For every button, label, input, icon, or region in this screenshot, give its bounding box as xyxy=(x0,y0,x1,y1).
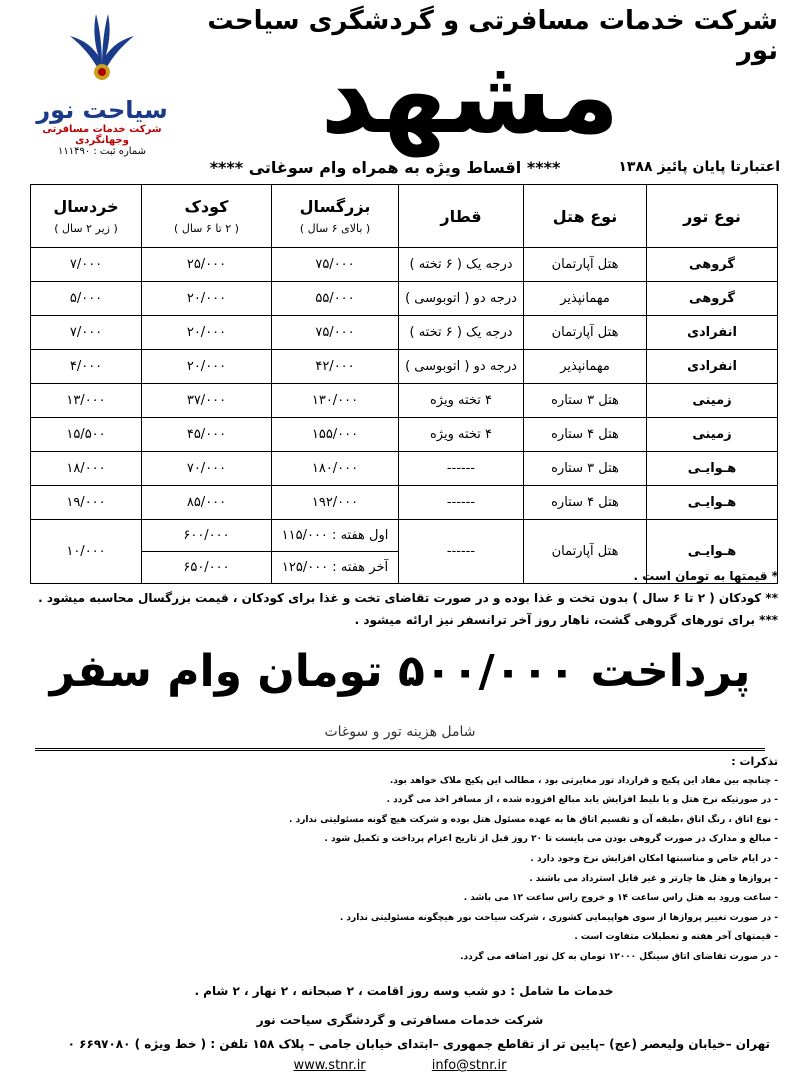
note-line: *** برای تورهای گروهی گشت، ناهار روز آخر ترانسفر نیز ارائه میشود . xyxy=(354,613,778,627)
cell-hotel: هتل آپارتمان xyxy=(524,316,647,350)
cell-child: ۷۰/۰۰۰ xyxy=(142,452,272,486)
cell-child-weekend: ۶۵۰/۰۰۰ xyxy=(183,560,230,575)
note-line: ** کودکان ( ۲ تا ۶ سال ) بدون تخت و غذا بوده و در صورت تقاضای تخت و غذا برای کودکان ، قیمت بزرگسال محاسبه میشود . xyxy=(38,591,778,605)
services-included: خدمات ما شامل : دو شب وسه روز اقامت ، ۲ صبحانه ، ۲ نهار ، ۲ شام . xyxy=(194,984,614,998)
loan-subtitle: شامل هزینه تور و سوغات xyxy=(324,724,476,740)
cell-child: ۲۵/۰۰۰ xyxy=(142,248,272,282)
cell-child: ۳۷/۰۰۰ xyxy=(142,384,272,418)
cell-hotel: هتل ۴ ستاره xyxy=(524,418,647,452)
cell-tour: هـوایـی xyxy=(647,520,778,584)
loan-headline: پرداخت ۵۰۰/۰۰۰ تومان وام سفر xyxy=(49,646,751,697)
cell-adult: ۴۲/۰۰۰ xyxy=(272,350,399,384)
remarks-list xyxy=(30,752,778,968)
company-logo xyxy=(22,6,182,166)
cell-train: درجه دو ( اتوبوسی ) xyxy=(399,282,524,316)
cell-train: ------ xyxy=(399,520,524,584)
cell-infant: ۵/۰۰۰ xyxy=(31,282,142,316)
cell-child: ۲۰/۰۰۰ xyxy=(142,282,272,316)
table-row xyxy=(31,350,778,384)
cell-infant: ۱۰/۰۰۰ xyxy=(31,520,142,584)
cell-infant: ۱۸/۰۰۰ xyxy=(31,452,142,486)
cell-child: ۲۰/۰۰۰ xyxy=(142,350,272,384)
logo-title: سیاحت نور xyxy=(36,96,168,124)
cell-tour: هـوایـی xyxy=(647,452,778,486)
installments-banner: **** اقساط ویژه به همراه وام سوغاتی **** xyxy=(209,158,561,177)
remark-item: - ساعت ورود به هتل راس ساعت ۱۴ و خروج راس ساعت ۱۲ می باشد . xyxy=(463,893,778,904)
table-row xyxy=(31,486,778,520)
remark-item: - مبالغ و مدارک در صورت گروهی بودن می بایست تا ۲۰ روز قبل از تاریخ اعزام پرداخت و تکمیل شود . xyxy=(324,834,778,845)
cell-infant: ۴/۰۰۰ xyxy=(31,350,142,384)
wings-emblem-icon xyxy=(62,6,142,86)
cell-train: ------ xyxy=(399,486,524,520)
cell-tour: گروهی xyxy=(647,248,778,282)
cell-adult: ۷۵/۰۰۰ xyxy=(272,316,399,350)
validity-note: اعتبارتا پایان پائیز ۱۳۸۸ xyxy=(618,159,780,175)
price-table xyxy=(30,184,778,584)
cell-train: درجه یک ( ۶ تخته ) xyxy=(399,248,524,282)
table-row xyxy=(31,452,778,486)
table-row xyxy=(31,384,778,418)
cell-hotel: هتل ۳ ستاره xyxy=(524,452,647,486)
cell-hotel: مهمانپذیر xyxy=(524,282,647,316)
remark-item: - چنانچه بین مفاد این پکیج و قرارداد تور مغایرتی بود ، مطالب این پکیج ملاک خواهد بود. xyxy=(389,775,778,786)
cell-adult-weekend: آخر هفته : ۱۲۵/۰۰۰ xyxy=(281,560,389,575)
cell-train: ۴ تخته ویژه xyxy=(399,384,524,418)
cell-child: ۲۰/۰۰۰ xyxy=(142,316,272,350)
table-header-row xyxy=(31,185,778,248)
cell-adult: ۱۹۲/۰۰۰ xyxy=(272,486,399,520)
cell-hotel: هتل آپارتمان xyxy=(524,248,647,282)
header-child: کودک ( ۲ تا ۶ سال ) xyxy=(142,185,272,248)
cell-train: ------ xyxy=(399,452,524,486)
remark-item: - در ایام خاص و مناسبتها امکان افزایش نرخ وجود دارد . xyxy=(530,853,778,864)
cell-adult: ۵۵/۰۰۰ xyxy=(272,282,399,316)
email-link[interactable]: info@stnr.ir xyxy=(431,1058,507,1073)
remark-item: - قیمتهای آخر هفته و تعطیلات متفاوت است . xyxy=(574,932,778,943)
cell-train: ۴ تخته ویژه xyxy=(399,418,524,452)
header-train: قطار xyxy=(399,185,524,248)
footer-address: تهران –خیابان ولیعصر (عج) –پایین تر از تقاطع جمهوری –ابتدای خیابان جامی – پلاک ۱۵۸ تلفن : ( خط ویژه ) ۶۶۹۷۰۸۰ ۰ xyxy=(67,1037,770,1051)
cell-infant: ۱۵/۵۰۰ xyxy=(31,418,142,452)
cell-tour: زمینی xyxy=(647,418,778,452)
cell-tour: زمینی xyxy=(647,384,778,418)
cell-tour: گروهی xyxy=(647,282,778,316)
remark-item: - نوع اتاق ، رنگ اتاق ،طبقه آن و تقسیم اتاق ها به عهده مسئول هتل بوده و شرکت هیچ گونه مسئولیتی ندارد . xyxy=(289,814,778,825)
website-link[interactable]: www.stnr.ir xyxy=(293,1058,366,1073)
header-hotel-type: نوع هتل xyxy=(524,185,647,248)
remarks-title: تذکرات : xyxy=(731,755,778,768)
header-tour-type: نوع تور xyxy=(647,185,778,248)
cell-child-weekday: ۶۰۰/۰۰۰ xyxy=(142,520,271,552)
table-row xyxy=(31,282,778,316)
destination-title: مشهد xyxy=(320,35,620,157)
cell-hotel: هتل ۴ ستاره xyxy=(524,486,647,520)
cell-infant: ۱۳/۰۰۰ xyxy=(31,384,142,418)
cell-adult: ۱۸۰/۰۰۰ xyxy=(272,452,399,486)
cell-adult: ۷۵/۰۰۰ xyxy=(272,248,399,282)
price-notes xyxy=(30,565,778,631)
table-row xyxy=(31,418,778,452)
note-line: * قیمتها به تومان است . xyxy=(633,569,778,583)
cell-tour: هـوایـی xyxy=(647,486,778,520)
footer-company: شرکت خدمات مسافرتی و گردشگری سیاحت نور xyxy=(256,1013,544,1027)
cell-tour: انفرادی xyxy=(647,316,778,350)
table-row xyxy=(31,316,778,350)
cell-hotel: هتل ۳ ستاره xyxy=(524,384,647,418)
footer-contact xyxy=(0,1058,800,1073)
cell-infant: ۷/۰۰۰ xyxy=(31,248,142,282)
cell-infant: ۷/۰۰۰ xyxy=(31,316,142,350)
cell-hotel: هتل آپارتمان xyxy=(524,520,647,584)
cell-train: درجه دو ( اتوبوسی ) xyxy=(399,350,524,384)
divider xyxy=(35,748,765,751)
remark-item: - پروازها و هتل ها چارتر و غیر قابل استرداد می باشند . xyxy=(529,873,778,884)
cell-infant: ۱۹/۰۰۰ xyxy=(31,486,142,520)
remark-item: - در صورت تغییر پروازها از سوی هواپیمایی کشوری ، شرکت سیاحت نور هیچگونه مسئولیتی ندارد . xyxy=(339,912,778,923)
registration-number: شماره ثبت : ۱۱۱۴۹۰ xyxy=(57,146,147,157)
cell-adult: ۱۳۰/۰۰۰ xyxy=(272,384,399,418)
cell-child: ۴۵/۰۰۰ xyxy=(142,418,272,452)
logo-subtitle: شرکت خدمات مسافرتی وجهانگردی xyxy=(42,124,162,146)
cell-adult: ۱۵۵/۰۰۰ xyxy=(272,418,399,452)
table-row xyxy=(31,248,778,282)
cell-child: ۸۵/۰۰۰ xyxy=(142,486,272,520)
header-adult: بزرگسال ( بالای ۶ سال ) xyxy=(272,185,399,248)
header-infant: خردسال ( زیر ۲ سال ) xyxy=(31,185,142,248)
remark-item: - در صورت تقاضای اتاق سینگل ۱۲۰۰۰ تومان به کل تور اضافه می گردد. xyxy=(460,951,778,962)
cell-adult-weekday: اول هفته : ۱۱۵/۰۰۰ xyxy=(272,520,398,552)
company-title: شرکت خدمات مسافرتی و گردشگری سیاحت نور xyxy=(207,6,778,66)
cell-hotel: مهمانپذیر xyxy=(524,350,647,384)
remark-item: - در صورتیکه نرخ هتل و یا بلیط افزایش یابد مبالغ افزوده شده ، از مسافر اخذ می گردد . xyxy=(386,795,778,806)
cell-tour: انفرادی xyxy=(647,350,778,384)
cell-train: درجه یک ( ۶ تخته ) xyxy=(399,316,524,350)
